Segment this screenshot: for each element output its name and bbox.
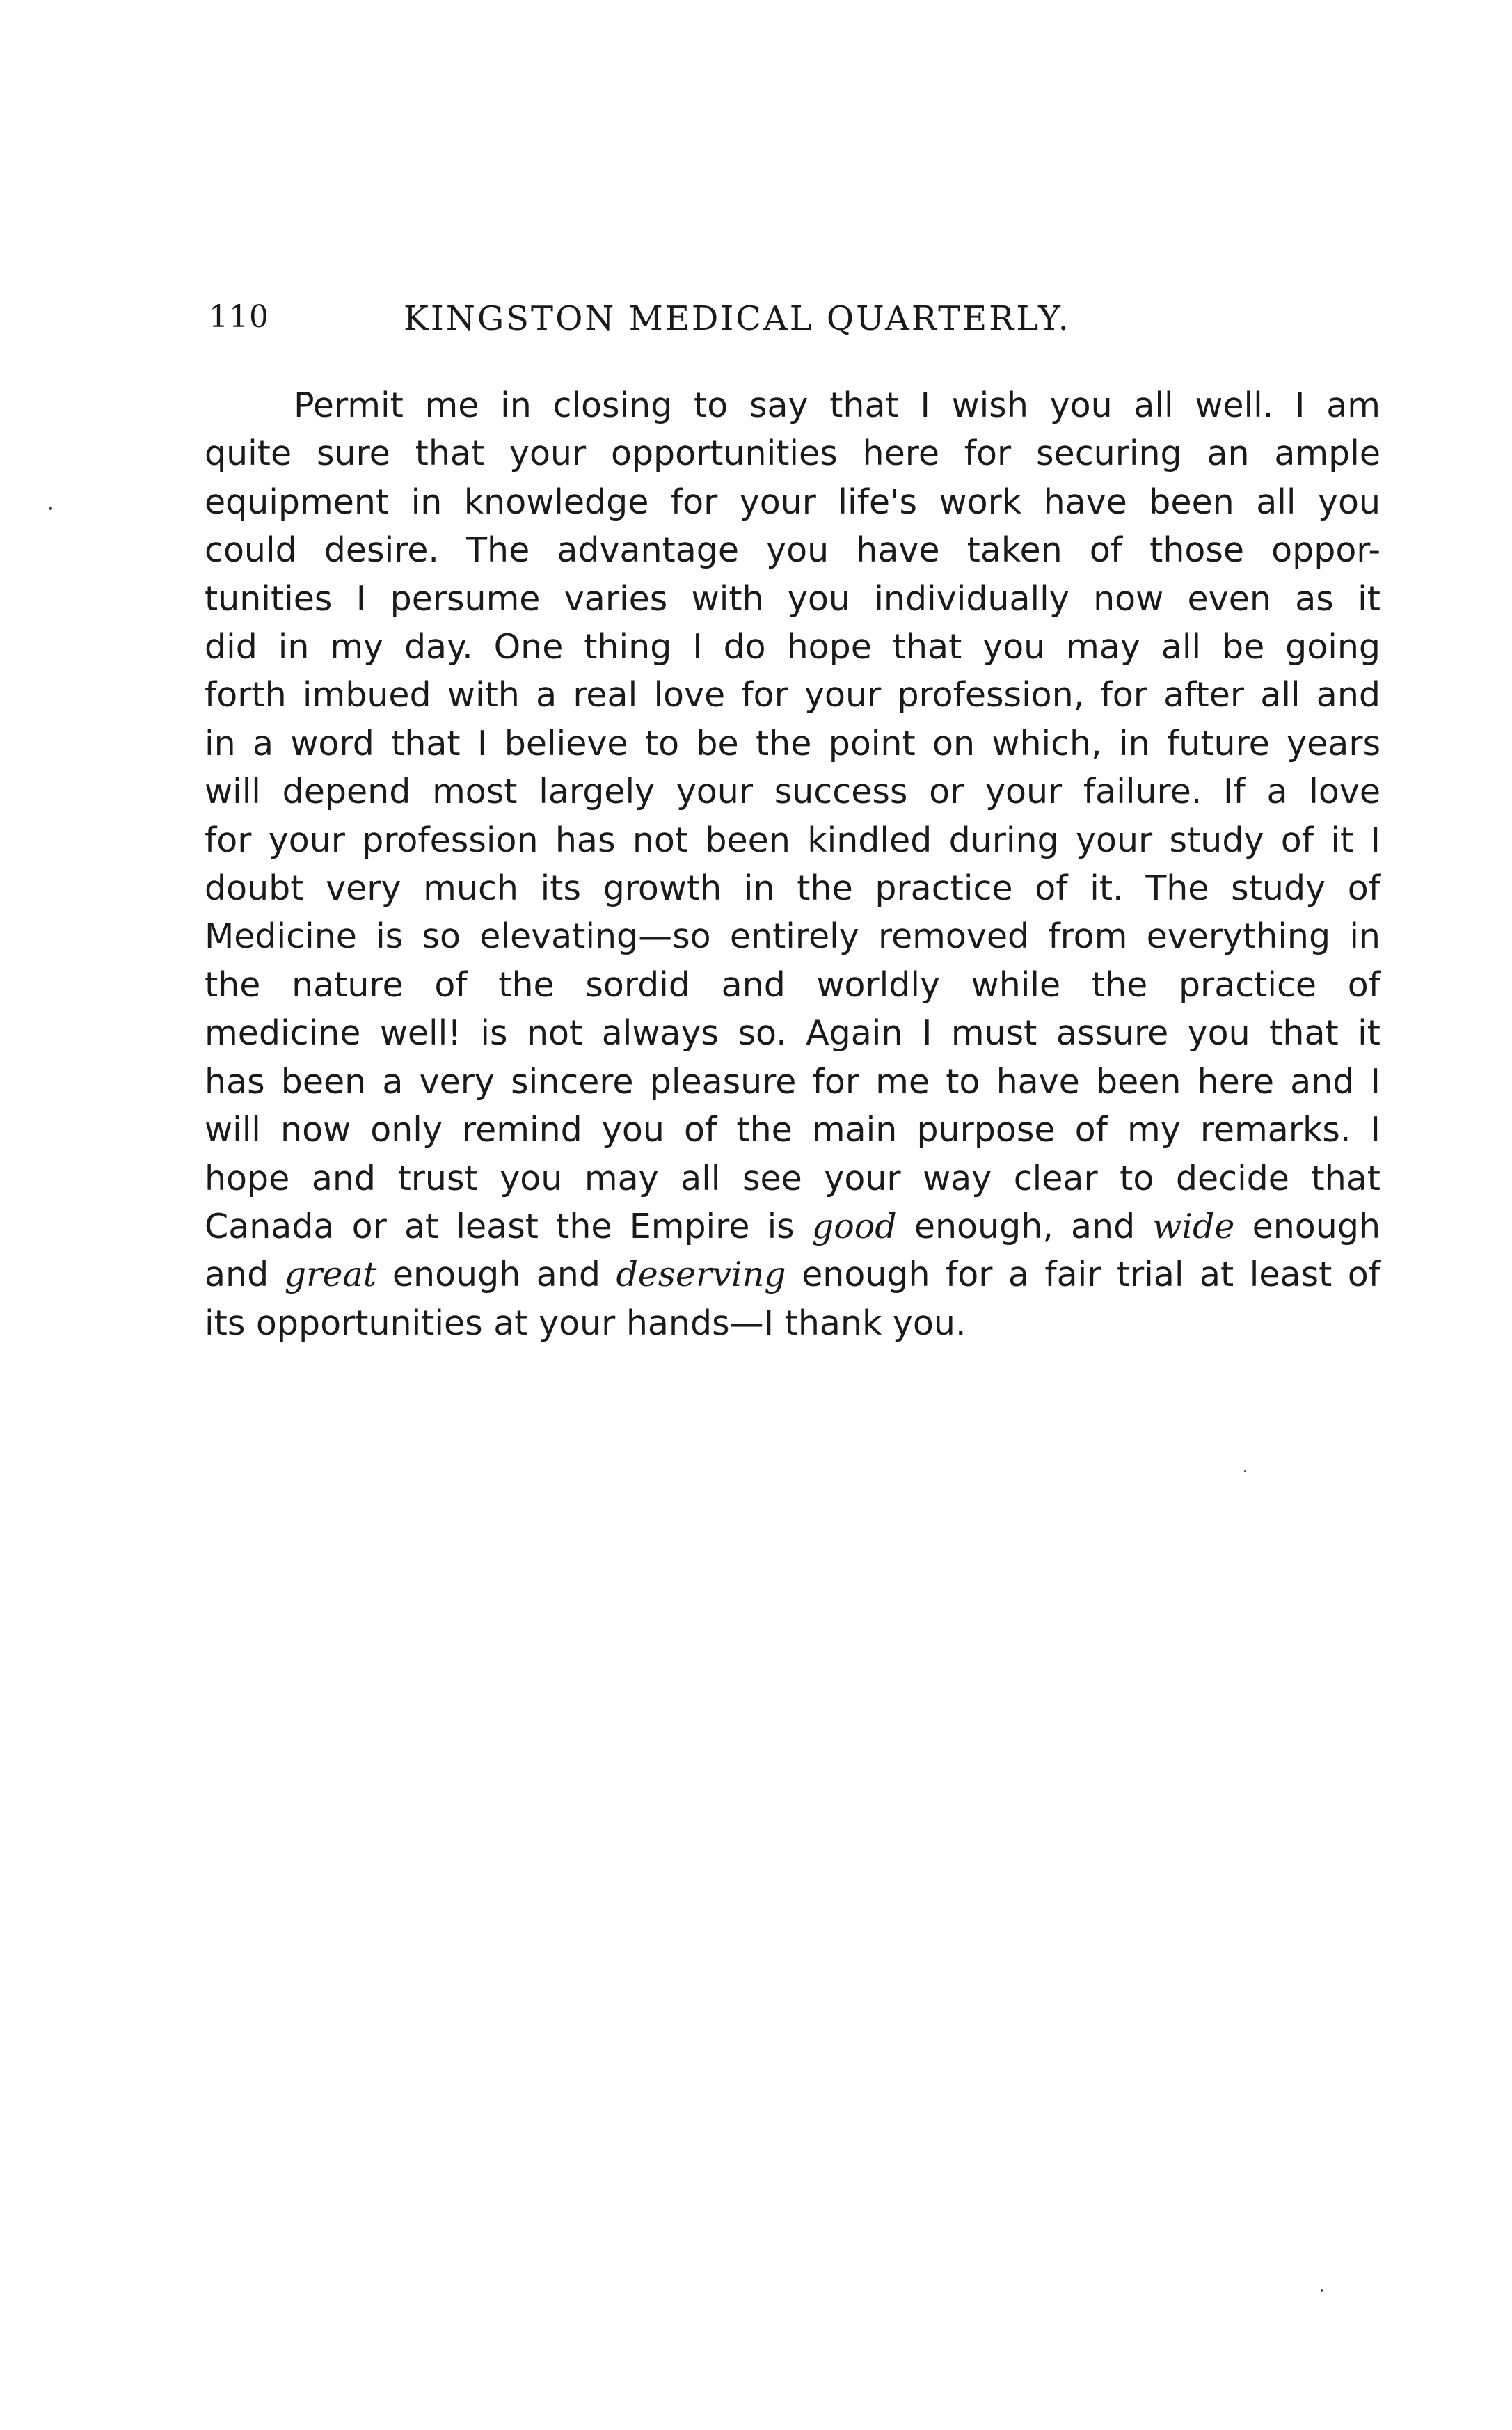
text-line: the nature of the sordid and worldly while the practice of: [205, 964, 1380, 1005]
text-line: medicine well! is not always so. Again I must assure you that it: [205, 1013, 1380, 1054]
text-line: in a word that I believe to be the point on which, in future years: [205, 723, 1380, 763]
text-line: quite sure that your opportunities here for securing an ample: [205, 434, 1380, 474]
journal-title: KINGSTON MEDICAL QUARTERLY.: [404, 299, 1071, 338]
text-line: could desire. The advantage you have taken of those oppor-: [205, 530, 1380, 571]
text-line: will depend most largely your success or your failure. If a love: [205, 772, 1380, 812]
text-line: and great enough and deserving enough for a fair trial at least of: [205, 1255, 1380, 1295]
text-line: did in my day. One thing I do hope that you may all be going: [205, 627, 1380, 667]
text-line: tunities I persume varies with you individually now even as it: [205, 578, 1380, 619]
emphasis-wide: wide: [1152, 1206, 1235, 1246]
emphasis-deserving: deserving: [616, 1255, 786, 1295]
scan-speck: [1244, 1470, 1246, 1472]
text-line: its opportunities at your hands—I thank you.: [205, 1303, 966, 1343]
text-line: will now only remind you of the main purpose of my remarks. I: [205, 1110, 1380, 1150]
page-number: 110: [209, 299, 269, 335]
text-line: Canada or at least the Empire is good enough, and wide enough: [205, 1206, 1381, 1246]
text-line: for your profession has not been kindled during your study of it I: [205, 820, 1380, 860]
scan-speck: [1321, 2289, 1323, 2292]
text-line: doubt very much its growth in the practice of it. The study of: [205, 868, 1380, 909]
text-line: forth imbued with a real love for your profession, for after all and: [205, 675, 1380, 715]
running-head: [209, 299, 1197, 341]
text-line: hope and trust you may all see your way clear to decide that: [205, 1158, 1380, 1198]
text-line: has been a very sincere pleasure for me to have been here and I: [205, 1061, 1380, 1102]
emphasis-good: good: [811, 1206, 897, 1246]
text-line: Medicine is so elevating—so entirely removed from everything in: [205, 916, 1380, 957]
body-paragraph: [205, 381, 1380, 1347]
emphasis-great: great: [284, 1255, 377, 1295]
text-line: equipment in knowledge for your life's work have been all you: [205, 482, 1380, 522]
text-line: Permit me in closing to say that I wish you all well. I am: [294, 386, 1380, 425]
scan-speck: [49, 507, 52, 510]
